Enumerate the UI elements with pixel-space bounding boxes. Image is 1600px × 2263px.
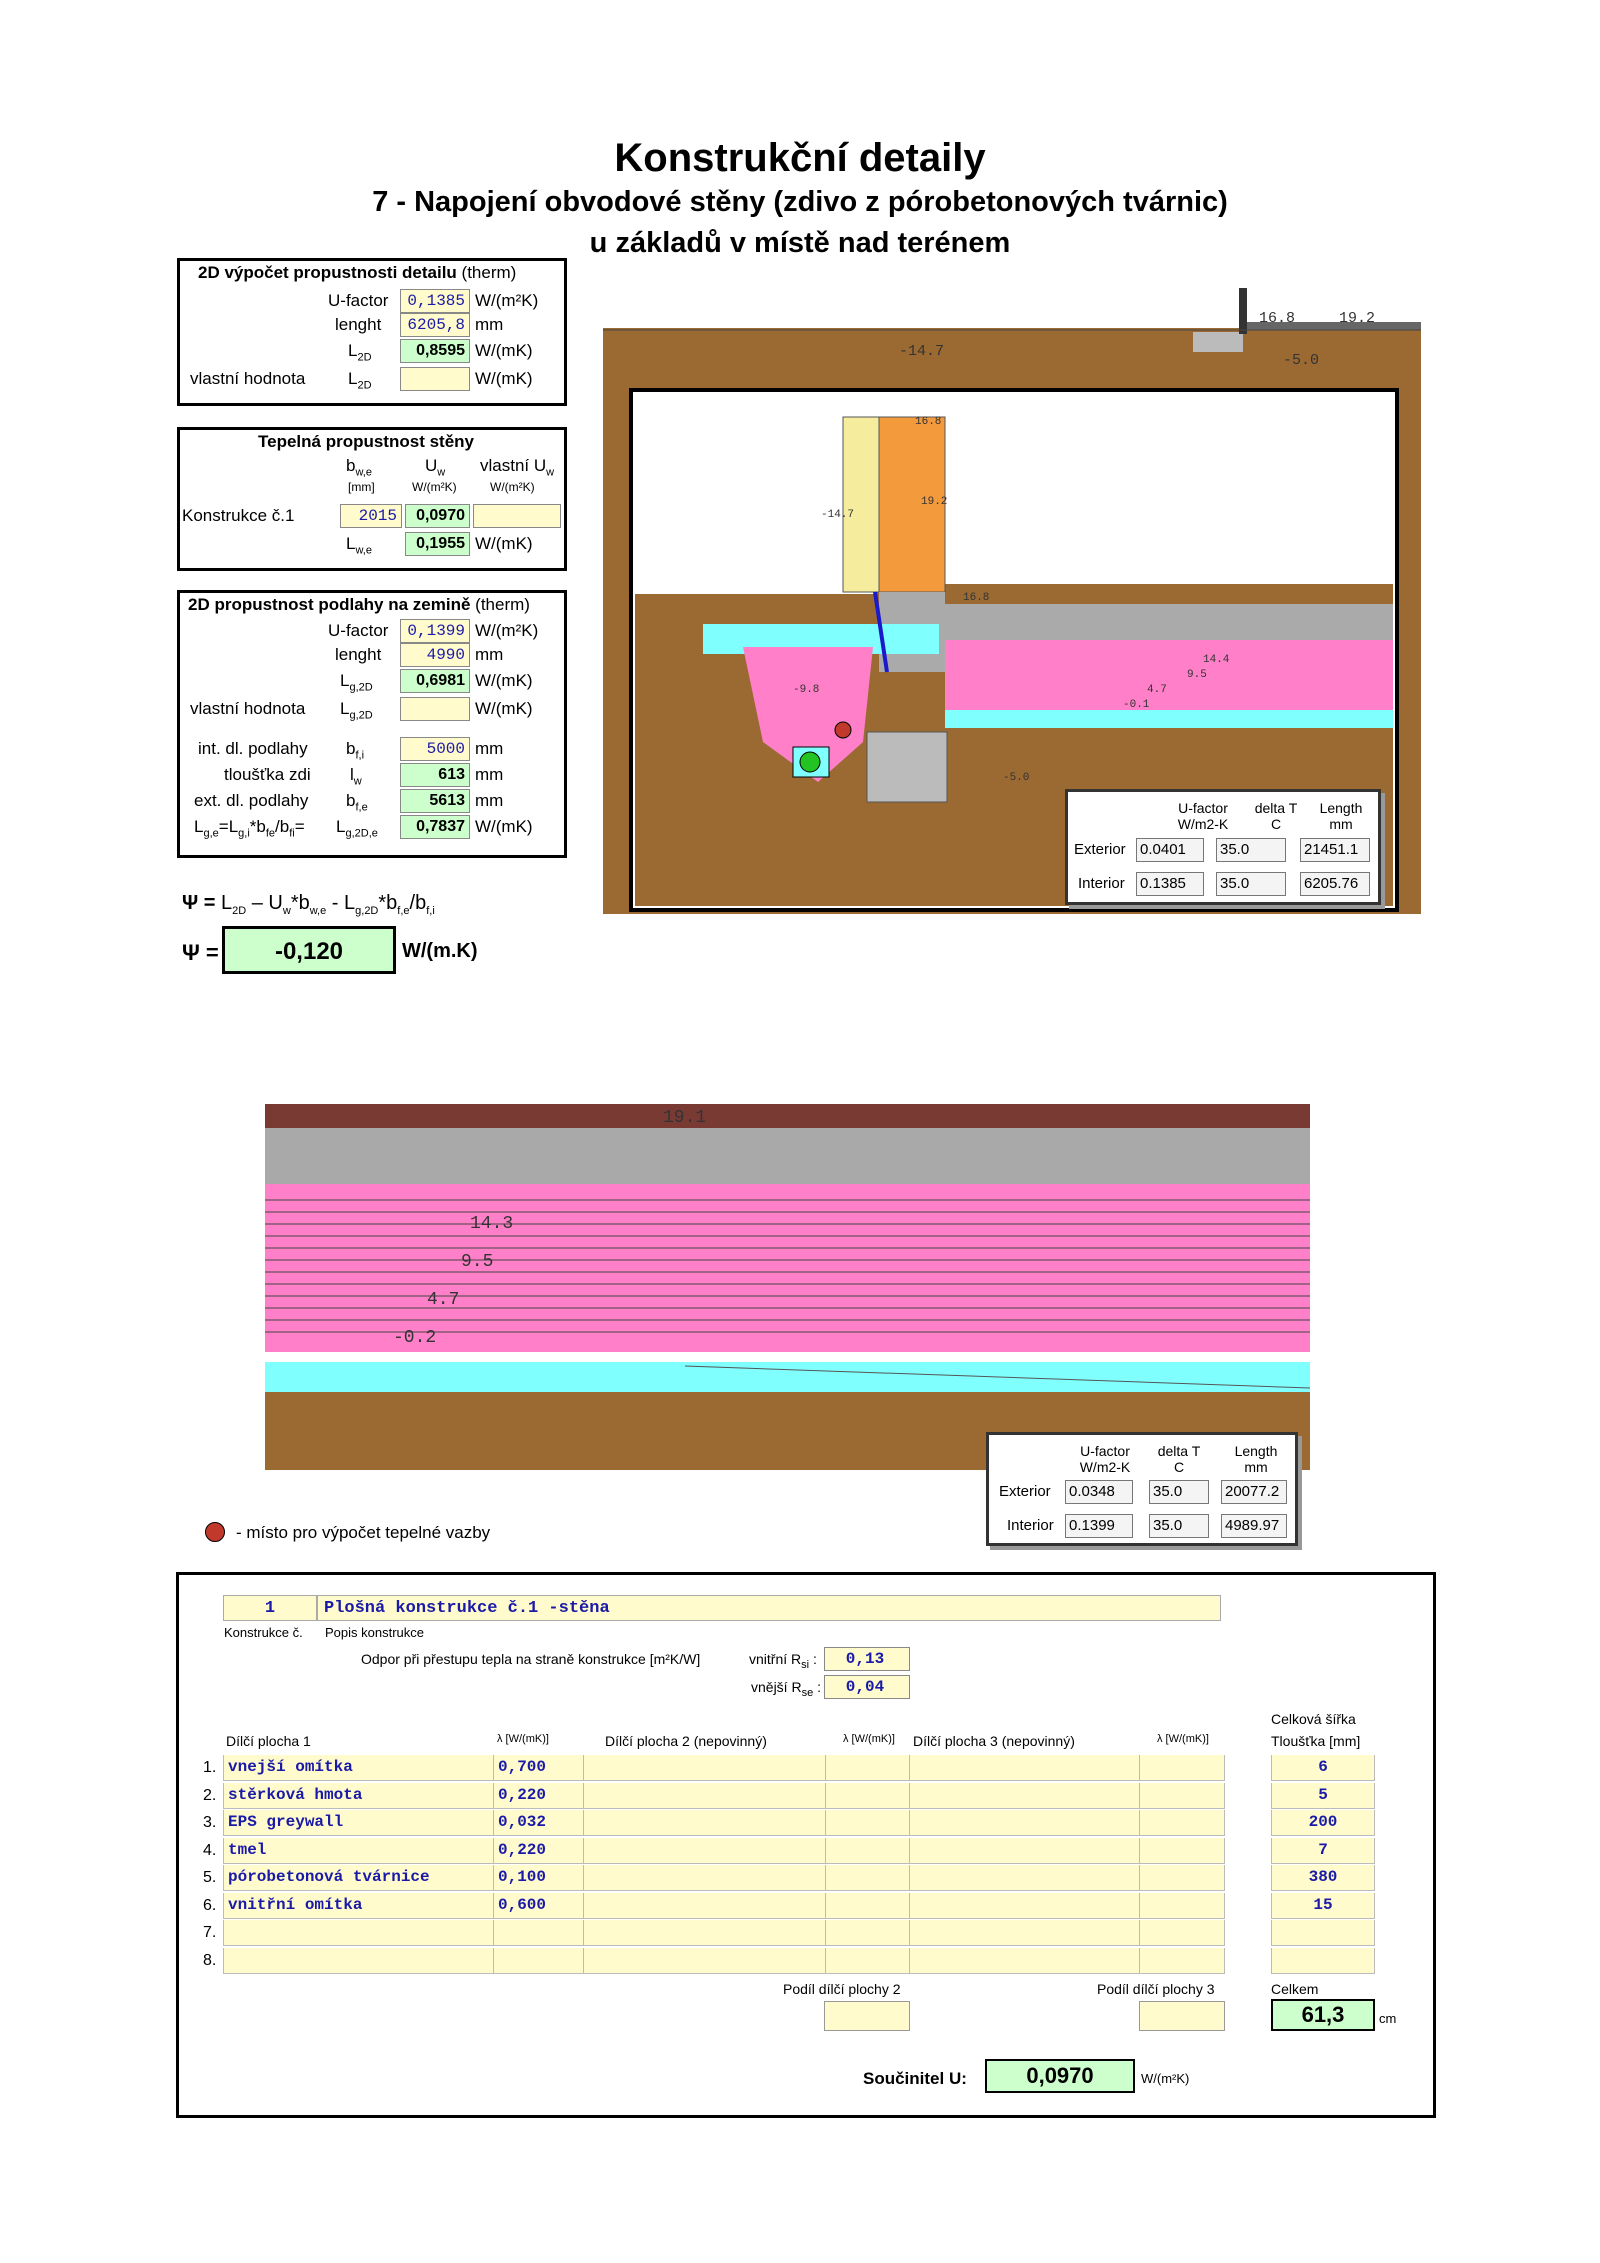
- layer-thickness-cell[interactable]: [1271, 1838, 1375, 1864]
- layer-lambda-cell[interactable]: [493, 1948, 583, 1974]
- page-title: Konstrukční detaily: [614, 136, 986, 180]
- own-uw-unit: W/(m²K): [490, 480, 535, 494]
- layer-name-cell[interactable]: [223, 1920, 493, 1946]
- l2d-label: $L_{2D}$: [348, 341, 372, 364]
- rse-label: vnější $R_{se}$ :: [751, 1679, 821, 1699]
- layer-lambda-cell[interactable]: [493, 1893, 583, 1919]
- r1-interior-dt: 35.0: [1216, 872, 1286, 896]
- layer-part2-cell[interactable]: [583, 1948, 825, 1974]
- u-value: 0,0970: [985, 2059, 1135, 2093]
- r1-exterior-len: 21451.1: [1300, 838, 1370, 862]
- layer-lambda3-cell[interactable]: [1139, 1948, 1225, 1974]
- bwe-col-label: $b_{w,e}$: [346, 456, 372, 479]
- layer-name: tmel: [228, 1840, 267, 1859]
- r2-interior-label: Interior: [1007, 1517, 1054, 1534]
- floor-ufactor-label: U-factor: [328, 621, 389, 640]
- r2-exterior-u: 0.0348: [1065, 1480, 1133, 1504]
- wall-thickness-unit: mm: [475, 765, 504, 784]
- r1-interior-u: 0.1385: [1136, 872, 1204, 896]
- rse-value[interactable]: 0,04: [824, 1675, 910, 1699]
- zoom-label-3: -14.7: [821, 509, 855, 521]
- r1-exterior-label: Exterior: [1074, 841, 1126, 858]
- iso-label-0: -14.7: [899, 343, 945, 360]
- r2-exterior-dt: 35.0: [1149, 1480, 1209, 1504]
- ufactor-value[interactable]: 0,1385: [400, 289, 470, 313]
- psi-unit: W/(m.K): [402, 940, 478, 962]
- wall-panel: [177, 427, 567, 571]
- lwe-unit: W/(mK): [475, 534, 533, 553]
- r2-exterior-label: Exterior: [999, 1483, 1051, 1500]
- floor-iso-4: -0.2: [393, 1328, 437, 1348]
- construction-no-label: Konstrukce č.: [224, 1625, 303, 1640]
- own-value-unit: W/(mK): [475, 369, 533, 388]
- layer-thickness-cell[interactable]: [1271, 1783, 1375, 1809]
- layer-part2-cell[interactable]: [583, 1810, 825, 1836]
- r2-h-delta: delta T C: [1157, 1443, 1201, 1475]
- layer-lambda2-cell[interactable]: [825, 1810, 909, 1836]
- layer-lambda: 0,700: [498, 1758, 547, 1776]
- int-floor-unit: mm: [475, 739, 504, 758]
- layer-part3-cell[interactable]: [909, 1810, 1139, 1836]
- lwe-label: $L_{w,e}$: [346, 534, 372, 557]
- floor-lenght-label: lenght: [335, 645, 382, 664]
- floor-iso-2: 9.5: [461, 1252, 494, 1272]
- layer-index: 8.: [203, 1951, 217, 1969]
- lenght-label: lenght: [335, 315, 382, 334]
- r2-exterior-len: 20077.2: [1221, 1480, 1287, 1504]
- layer-lambda2-cell[interactable]: [825, 1755, 909, 1781]
- rsi-label: vnitřní $R_{si}$ :: [749, 1651, 817, 1671]
- r1-h-length: Length mm: [1319, 800, 1363, 832]
- layer-name-cell[interactable]: [223, 1865, 493, 1891]
- rsi-value[interactable]: 0,13: [824, 1647, 910, 1671]
- r1-exterior-dt: 35.0: [1216, 838, 1286, 862]
- own-value-input[interactable]: [400, 367, 470, 391]
- legend-dot-icon: [205, 1522, 225, 1542]
- own-l2d-label: $L_{2D}$: [348, 369, 372, 392]
- iso-label-2: -5.0: [1283, 352, 1320, 369]
- zoom-label-0: 16.8: [915, 416, 942, 428]
- lw-sym: $l_w$: [350, 765, 362, 788]
- own-uw-input[interactable]: [473, 504, 561, 528]
- zoom-label-8: -9.8: [793, 684, 820, 696]
- ufactor-unit: W/(m²K): [475, 291, 539, 310]
- part2-header: Dílčí plocha 2 (nepovinný): [605, 1733, 767, 1749]
- layer-lambda: 0,600: [498, 1895, 547, 1914]
- zoom-label-7: -0.1: [1123, 699, 1150, 711]
- r2-interior-dt: 35.0: [1149, 1514, 1209, 1538]
- layer-lambda3-cell[interactable]: [1139, 1783, 1225, 1809]
- layer-row: [179, 1948, 1429, 1975]
- layer-lambda3-cell[interactable]: [1139, 1838, 1225, 1864]
- layer-name: EPS greywall: [228, 1813, 344, 1831]
- layer-part3-cell[interactable]: [909, 1920, 1139, 1946]
- uw-col-label: $U_w$: [425, 456, 446, 479]
- layer-thickness: 6: [1318, 1758, 1328, 1776]
- layer-lambda2-cell[interactable]: [825, 1948, 909, 1974]
- floor-own-input[interactable]: [400, 697, 470, 721]
- layer-part2-cell[interactable]: [583, 1755, 825, 1781]
- r1-interior-len: 6205.76: [1300, 872, 1370, 896]
- layer-name-cell[interactable]: [223, 1838, 493, 1864]
- layer-thickness: 7: [1318, 1840, 1328, 1859]
- bfe-sym: $b_{f,e}$: [346, 791, 368, 814]
- layer-thickness: 15: [1313, 1895, 1333, 1914]
- layer-row: [179, 1920, 1429, 1947]
- layer-part3-cell[interactable]: [909, 1838, 1139, 1864]
- layer-name-cell[interactable]: [223, 1893, 493, 1919]
- total-width-label: Celková šířka: [1271, 1711, 1356, 1727]
- r1-interior-label: Interior: [1078, 875, 1125, 892]
- legend-text: - místo pro výpočet tepelné vazby: [236, 1523, 491, 1542]
- layer-part3-cell[interactable]: [909, 1755, 1139, 1781]
- page-subtitle: 7 - Napojení obvodové stěny (zdivo z pórobetonových tvárnic): [372, 186, 1228, 218]
- layer-thickness-cell[interactable]: [1271, 1810, 1375, 1836]
- lenght-unit: mm: [475, 315, 504, 334]
- bfi-sym: $b_{f,i}$: [346, 739, 365, 762]
- floor-ufactor-unit: W/(m²K): [475, 621, 539, 640]
- floor-own-unit: W/(mK): [475, 699, 533, 718]
- layer-index: 6.: [203, 1896, 217, 1914]
- layer-row: [179, 1865, 1429, 1892]
- ext-floor-label: ext. dl. podlahy: [194, 791, 309, 810]
- floor-iso-1: 14.3: [470, 1214, 514, 1234]
- zoom-label-6: 4.7: [1147, 684, 1167, 696]
- therm-floor-svg: [265, 1104, 1310, 1470]
- lambda3-header: λ [W/(mK)]: [1157, 1733, 1209, 1745]
- int-floor-value[interactable]: 5000: [400, 737, 470, 761]
- iso-label-1: 19.2: [1339, 310, 1376, 327]
- layer-lambda-cell[interactable]: [493, 1920, 583, 1946]
- construction-name[interactable]: Plošná konstrukce č.1 -stěna: [317, 1595, 1221, 1621]
- layer-lambda3-cell[interactable]: [1139, 1920, 1225, 1946]
- floor-lenght-value[interactable]: 4990: [400, 643, 470, 667]
- own-uw-col-label: vlastní $U_w$: [480, 456, 555, 479]
- lge-value: 0,7837: [400, 815, 470, 839]
- zoom-label-1: 19.2: [921, 496, 948, 508]
- lge-unit: W/(mK): [475, 817, 533, 836]
- ext-floor-unit: mm: [475, 791, 504, 810]
- u-unit: W/(m²K): [1141, 2071, 1190, 2086]
- thickness-header: Tloušťka [mm]: [1271, 1733, 1361, 1749]
- psi-formula: $\Psi = L_{2D} - U_w*b_{w,e} - L_{g,2D}*b_{f,e}/b_{f,i}$: [182, 892, 435, 917]
- l2d-unit: W/(mK): [475, 341, 533, 360]
- share3-label: Podíl dílčí plochy 3: [1097, 1981, 1215, 1997]
- layer-lambda-cell[interactable]: [493, 1755, 583, 1781]
- construction-label: Konstrukce č.1: [182, 506, 295, 525]
- layer-lambda3-cell[interactable]: [1139, 1755, 1225, 1781]
- layer-name: vnejší omítka: [228, 1758, 353, 1776]
- therm-results-1: [1065, 789, 1381, 905]
- layer-row: [179, 1755, 1429, 1782]
- therm-results-2: [986, 1432, 1298, 1546]
- floor-iso-0: 19.1: [663, 1108, 707, 1128]
- part3-header: Dílčí plocha 3 (nepovinný): [913, 1733, 1075, 1749]
- bwe-value[interactable]: 2015: [340, 504, 402, 528]
- layer-part2-cell[interactable]: [583, 1838, 825, 1864]
- layer-index: 4.: [203, 1841, 217, 1859]
- zoom-label-5: 9.5: [1187, 669, 1207, 681]
- lenght-value[interactable]: 6205,8: [400, 313, 470, 337]
- resistance-label: Odpor při přestupu tepla na straně konstrukce [m²K/W]: [361, 1651, 701, 1667]
- lg2d-unit: W/(mK): [475, 671, 533, 690]
- construction-panel: [176, 1572, 1436, 2118]
- layer-part2-cell[interactable]: [583, 1893, 825, 1919]
- floor-ufactor-value[interactable]: 0,1399: [400, 619, 470, 643]
- ufactor-label: U-factor: [328, 291, 389, 310]
- layer-thickness-cell[interactable]: [1271, 1920, 1375, 1946]
- layer-name-cell[interactable]: [223, 1755, 493, 1781]
- layer-thickness-cell[interactable]: [1271, 1948, 1375, 1974]
- layer-row: [179, 1893, 1429, 1920]
- uw-value: 0,0970: [405, 504, 470, 528]
- total-value: 61,3: [1271, 1999, 1375, 2031]
- r2-h-ufactor: U-factor W/m2-K: [1079, 1443, 1131, 1475]
- layer-thickness: 380: [1308, 1868, 1338, 1886]
- layer-part3-cell[interactable]: [909, 1783, 1139, 1809]
- layer-thickness-cell[interactable]: [1271, 1755, 1375, 1781]
- layer-index: 5.: [203, 1869, 217, 1886]
- layer-index: 3.: [203, 1814, 217, 1831]
- r1-exterior-u: 0.0401: [1136, 838, 1204, 862]
- layer-lambda3-cell[interactable]: [1139, 1810, 1225, 1836]
- layer-lambda2-cell[interactable]: [825, 1865, 909, 1891]
- layer-name: pórobetonová tvárnice: [228, 1868, 430, 1886]
- layer-part2-cell[interactable]: [583, 1920, 825, 1946]
- layer-lambda-cell[interactable]: [493, 1865, 583, 1891]
- layer-thickness: 5: [1318, 1785, 1328, 1804]
- int-floor-label: int. dl. podlahy: [198, 739, 308, 758]
- layer-part3-cell[interactable]: [909, 1893, 1139, 1919]
- zoom-label-4: 14.4: [1203, 654, 1230, 666]
- wall-thickness-label: tloušťka zdi: [224, 765, 311, 784]
- layer-part2-cell[interactable]: [583, 1783, 825, 1809]
- layer-part3-cell[interactable]: [909, 1948, 1139, 1974]
- layer-lambda2-cell[interactable]: [825, 1838, 909, 1864]
- layer-name: stěrková hmota: [228, 1785, 363, 1804]
- calc-2d-heading: 2D výpočet propustnosti detailu (therm): [198, 263, 517, 282]
- lge-sym: $L_{g,2D,e}$: [336, 817, 378, 840]
- page-subtitle-2: u základů v místě nad terénem: [589, 227, 1011, 259]
- layer-lambda-cell[interactable]: [493, 1838, 583, 1864]
- layer-lambda: 0,100: [498, 1868, 547, 1886]
- layer-lambda-cell[interactable]: [493, 1783, 583, 1809]
- zoom-label-2: 16.8: [963, 592, 990, 604]
- layer-row: [179, 1810, 1429, 1837]
- bwe-unit: [mm]: [348, 480, 375, 494]
- layer-index: 7.: [203, 1924, 217, 1941]
- own-value-label: vlastní hodnota: [190, 369, 306, 388]
- layer-lambda2-cell[interactable]: [825, 1893, 909, 1919]
- layer-row: [179, 1838, 1429, 1865]
- construction-desc-label: Popis konstrukce: [325, 1625, 424, 1640]
- lg2d-value: 0,6981: [400, 669, 470, 693]
- wall-heading: Tepelná propustnost stěny: [258, 432, 474, 451]
- layer-name-cell[interactable]: [223, 1783, 493, 1809]
- lg2d-label: $L_{g,2D}$: [340, 671, 373, 694]
- floor-heading: 2D propustnost podlahy na zemině (therm): [188, 595, 530, 614]
- floor-iso-3: 4.7: [427, 1290, 460, 1310]
- floor-panel: [177, 590, 567, 858]
- r2-interior-len: 4989.97: [1221, 1514, 1287, 1538]
- layer-lambda2-cell[interactable]: [825, 1783, 909, 1809]
- total-unit: cm: [1379, 2011, 1397, 2026]
- layer-lambda3-cell[interactable]: [1139, 1893, 1225, 1919]
- floor-own-label: vlastní hodnota: [190, 699, 306, 718]
- layer-thickness-cell[interactable]: [1271, 1865, 1375, 1891]
- layer-name-cell[interactable]: [223, 1948, 493, 1974]
- floor-lenght-unit: mm: [475, 645, 504, 664]
- layer-thickness: 200: [1308, 1813, 1338, 1831]
- floor-own-sym: $L_{g,2D}$: [340, 699, 373, 722]
- layer-lambda: 0,220: [498, 1840, 547, 1859]
- layer-row: [179, 1783, 1429, 1810]
- layer-lambda3-cell[interactable]: [1139, 1865, 1225, 1891]
- u-label: Součinitel U:: [863, 2069, 967, 2088]
- layer-part2-cell[interactable]: [583, 1865, 825, 1891]
- ext-floor-value: 5613: [400, 789, 470, 813]
- uw-unit: W/(m²K): [412, 480, 457, 494]
- psi-symbol: Ψ =: [182, 940, 219, 965]
- iso-label-3: 16.8: [1259, 310, 1296, 327]
- wall-thickness-value: 613: [400, 763, 470, 787]
- construction-number[interactable]: 1: [223, 1595, 317, 1621]
- layer-name-cell[interactable]: [223, 1810, 493, 1836]
- lambda1-header: λ [W/(mK)]: [497, 1733, 549, 1745]
- lambda2-header: λ [W/(mK)]: [843, 1733, 895, 1745]
- r1-h-ufactor: U-factor W/m2-K: [1177, 800, 1229, 832]
- therm-floor-image: [265, 1104, 1310, 1470]
- share2-input[interactable]: [824, 2001, 910, 2031]
- calc-2d-panel: [177, 258, 567, 406]
- layer-lambda: 0,220: [498, 1785, 547, 1804]
- share3-input[interactable]: [1139, 2001, 1225, 2031]
- share2-label: Podíl dílčí plochy 2: [783, 1981, 901, 1997]
- layer-thickness-cell[interactable]: [1271, 1893, 1375, 1919]
- layer-lambda-cell[interactable]: [493, 1810, 583, 1836]
- layer-index: 1.: [203, 1759, 217, 1776]
- psi-value: -0,120: [222, 926, 396, 974]
- l2d-value: 0,8595: [400, 339, 470, 363]
- lwe-value: 0,1955: [405, 532, 470, 556]
- layer-lambda: 0,032: [498, 1813, 547, 1831]
- layer-lambda2-cell[interactable]: [825, 1920, 909, 1946]
- r1-h-delta: delta T C: [1254, 800, 1298, 832]
- layer-index: 2.: [203, 1786, 217, 1804]
- layer-part3-cell[interactable]: [909, 1865, 1139, 1891]
- part1-header: Dílčí plocha 1: [226, 1733, 311, 1749]
- total-label: Celkem: [1271, 1981, 1319, 1997]
- r2-interior-u: 0.1399: [1065, 1514, 1133, 1538]
- r2-h-length: Length mm: [1234, 1443, 1278, 1475]
- zoom-label-9: -5.0: [1003, 772, 1030, 784]
- lge-formula: $L_{g,e}=L_{g,i}*b_{fe}/b_{fi}=$: [194, 817, 305, 840]
- layer-name: vnitřní omítka: [228, 1895, 363, 1914]
